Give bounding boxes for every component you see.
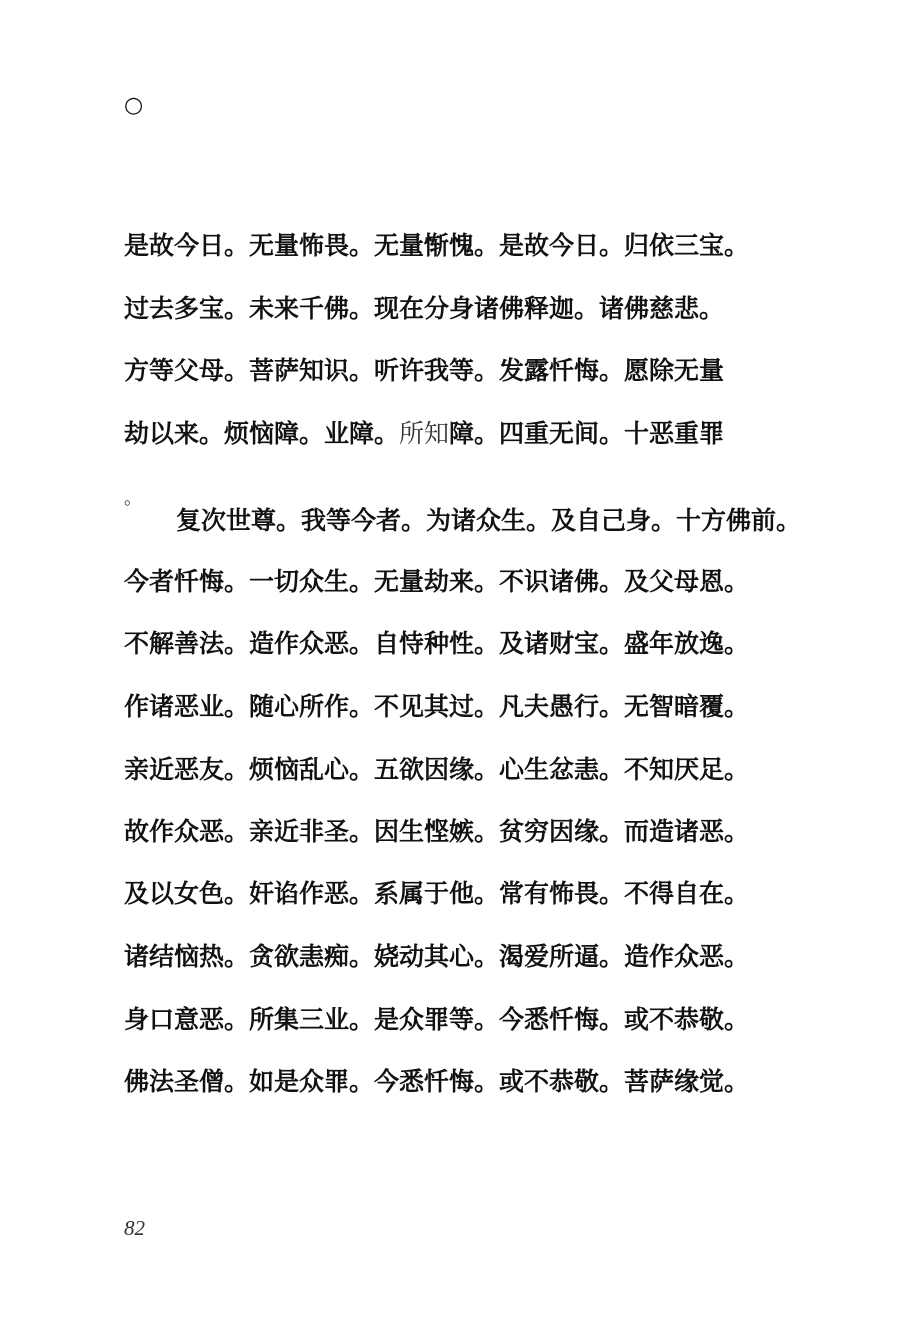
text-line-12: 诸结恼热。贪欲恚痴。娆动其心。渴爱所逼。造作众恶。 [124, 942, 750, 971]
text-line-4-part-2: 所知 [399, 419, 450, 448]
text-line-8: 作诸恶业。随心所作。不见其过。凡夫愚行。无智暗覆。 [124, 692, 750, 721]
text-line-4-part-1: 劫以来。烦恼障。业障。 [124, 419, 400, 448]
text-line-14: 佛法圣僧。如是众罪。今悉忏悔。或不恭敬。菩萨缘觉。 [124, 1067, 750, 1096]
text-line-9: 亲近恶友。烦恼乱心。五欲因缘。心生忿恚。不知厌足。 [124, 755, 750, 784]
paragraph-end-mark: 。 [124, 488, 142, 509]
text-line-4 [124, 417, 724, 451]
text-line-10: 故作众恶。亲近非圣。因生悭嫉。贫穷因缘。而造诸恶。 [124, 817, 750, 846]
text-line-6: 今者忏悔。一切众生。无量劫来。不识诸佛。及父母恩。 [124, 567, 750, 596]
page-number: 82 [124, 1216, 145, 1240]
text-line-5: 复次世尊。我等今者。为诸众生。及自己身。十方佛前。 [176, 506, 802, 535]
text-line-3: 方等父母。菩萨知识。听许我等。发露忏悔。愿除无量 [124, 356, 725, 385]
circle-mark: ○ [124, 93, 144, 118]
text-line-2: 过去多宝。未来千佛。现在分身诸佛释迦。诸佛慈悲。 [124, 294, 725, 323]
text-line-4-part-3: 障。四重无间。十恶重罪 [449, 419, 725, 448]
text-line-11: 及以女色。奸谄作恶。系属于他。常有怖畏。不得自在。 [124, 879, 750, 908]
text-line-1: 是故今日。无量怖畏。无量惭愧。是故今日。归依三宝。 [124, 231, 750, 260]
text-line-13: 身口意恶。所集三业。是众罪等。今悉忏悔。或不恭敬。 [124, 1005, 750, 1034]
text-line-7: 不解善法。造作众恶。自恃种性。及诸财宝。盛年放逸。 [124, 629, 750, 658]
